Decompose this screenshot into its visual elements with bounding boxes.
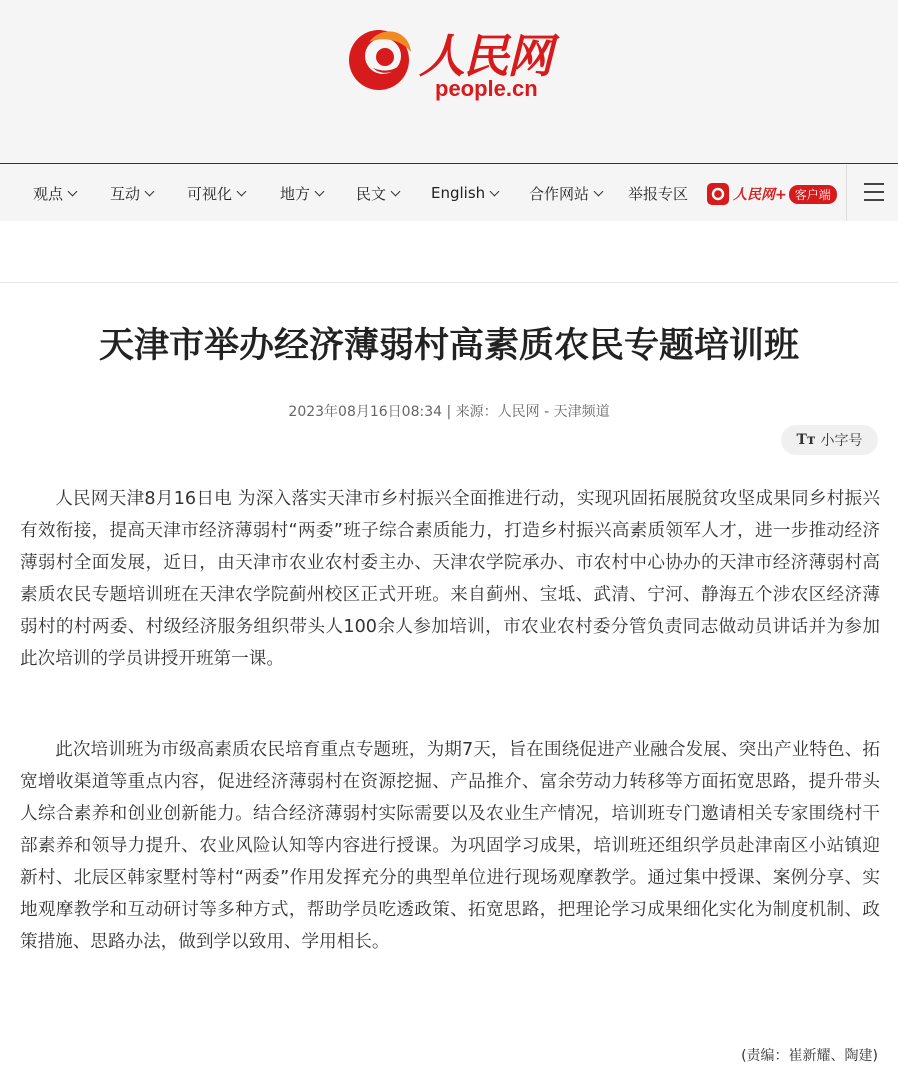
nav-item-visualization[interactable] — [187, 164, 245, 222]
chevron-down-icon — [145, 186, 155, 196]
nav-item-label: 观点 — [33, 184, 64, 203]
hamburger-icon[interactable] — [864, 182, 884, 202]
nav-item-partners[interactable] — [529, 164, 602, 222]
nav-item-label: 合作网站 — [529, 184, 590, 203]
site-header — [0, 0, 898, 163]
nav-item-label: 可视化 — [187, 184, 233, 203]
font-size-toggle-button[interactable] — [781, 425, 878, 455]
people-app-icon — [707, 183, 729, 205]
chevron-down-icon — [315, 186, 325, 196]
app-download-button[interactable] — [707, 183, 837, 205]
nav-item-label: English — [431, 184, 486, 202]
logo-text-cn: 人民网 — [419, 29, 551, 83]
nav-item-local[interactable] — [280, 164, 323, 222]
nav-item-report[interactable] — [628, 164, 688, 222]
nav-item-opinion[interactable] — [33, 164, 76, 222]
chevron-down-icon — [391, 186, 401, 196]
font-size-icon: Tт — [796, 432, 816, 448]
article-editor: (责编：崔新耀、陶建) — [741, 1048, 878, 1064]
chevron-down-icon — [237, 186, 247, 196]
chevron-down-icon — [68, 186, 78, 196]
nav-item-label: 举报专区 — [628, 184, 689, 203]
nav-item-label: 互动 — [110, 184, 141, 203]
nav-item-label: 民文 — [356, 184, 387, 203]
article-paragraph: 此次培训班为市级高素质农民培育重点专题班，为期7天，旨在围绕促进产业融合发展、突出产业特色、拓宽增收渠道等重点内容，促进经济薄弱村在资源挖掘、产品推介、富余劳动力转移等方面拓宽思路，提升带头人综合素养和创业创新能力。结合经济薄弱村实际需要以及农业生产情况，培训班专门邀请相关专家围绕村干部素养和领导力提升、农业风险认知等内容进行授课。为巩固学习成果，培训班还组织学员赴津南区小站镇迎新村、北辰区韩家墅村等村“两委”作用发挥充分的典型单位进行现场观摩教学。通过集中授课、案例分享、实地观摩教学和互动研讨等多种方式，帮助学员吃透政策、拓宽思路，把理论学习成果细化实化为制度机制、政策措施、思路办法，做到学以致用、学用相长。 — [20, 740, 880, 952]
logo-text-en: people.cn — [435, 76, 538, 101]
font-size-label: 小字号 — [820, 433, 863, 449]
article-title: 天津市举办经济薄弱村高素质农民专题培训班 — [98, 326, 799, 366]
ad-band — [0, 221, 898, 283]
chevron-down-icon — [490, 186, 500, 196]
nav-item-ethnic[interactable] — [356, 164, 399, 222]
article-meta: 2023年08月16日08:34 | 来源：人民网 - 天津频道 — [288, 404, 610, 420]
app-badge: 客户端 — [789, 185, 837, 204]
article-paragraph: 人民网天津8月16日电 为深入落实天津市乡村振兴全面推进行动，实现巩固拓展脱贫攻坚成果同乡村振兴有效衔接，提高天津市经济薄弱村“两委”班子综合素质能力，打造乡村振兴高素质领军人才，进一步推动经济薄弱村全面发展，近日，由天津市农业农村委主办、天津农学院承办、市农村中心协办的天津市经济薄弱村高素质农民专题培训班在天津农学院蓟州校区正式开班。来自蓟州、宝坻、武清、宁河、静海五个涉农区经济薄弱村的村两委、村级经济服务组织带头人100余人参加培训，市农业农村委分管负责同志做动员讲话并为参加此次培训的学员讲授开班第一课。 — [20, 489, 880, 669]
people-logo[interactable] — [343, 18, 558, 108]
nav-item-english[interactable] — [431, 164, 498, 222]
people-logo-icon — [343, 22, 415, 94]
nav-item-label: 地方 — [280, 184, 311, 203]
menu-divider — [846, 165, 847, 221]
chevron-down-icon — [594, 186, 604, 196]
nav-item-interaction[interactable] — [110, 164, 153, 222]
app-name: 人民网+ — [733, 187, 787, 203]
